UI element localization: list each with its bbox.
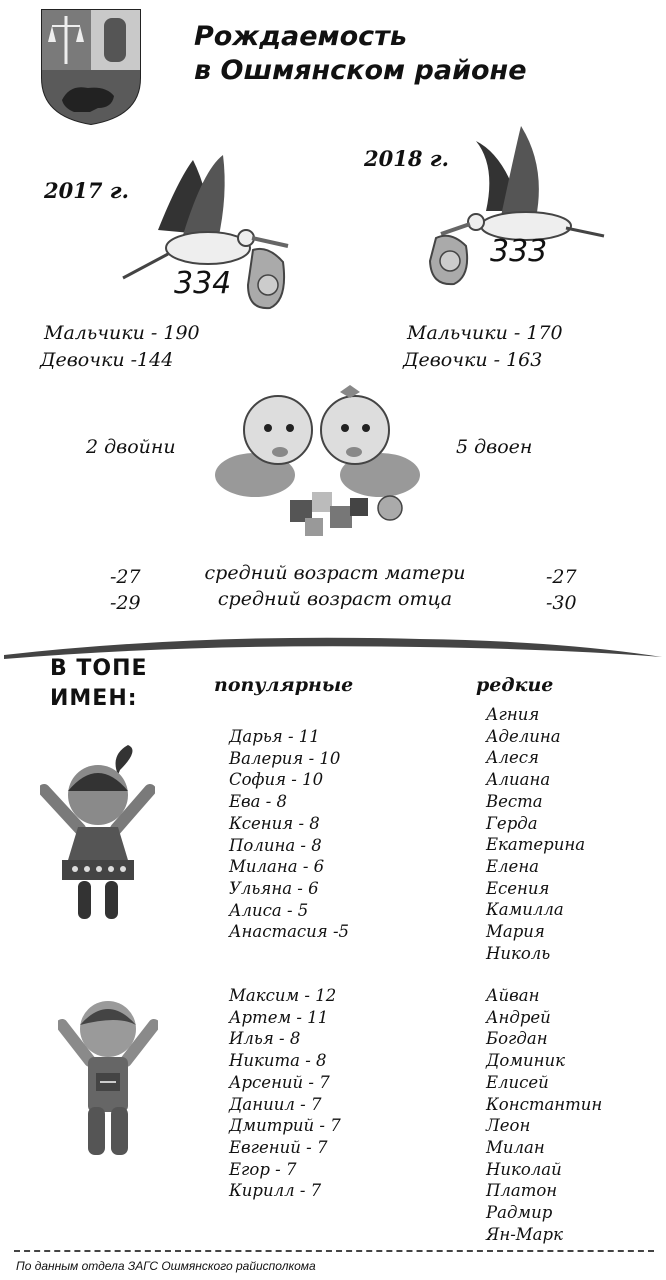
ages-2017 (110, 564, 141, 616)
list-item: Елисей (486, 1072, 549, 1092)
list-item: Евгений - 7 (229, 1137, 328, 1157)
list-item: Герда (486, 813, 538, 833)
list-item: Агния (486, 705, 540, 724)
year-2018-label: 2018 г. (364, 146, 449, 171)
list-item: Камилла (486, 900, 564, 920)
total-2018: 333 (490, 234, 548, 269)
top-heading-line-1: В ТОПЕ (50, 656, 148, 681)
girls-popular-list (229, 726, 349, 943)
list-item: Ева - 8 (229, 792, 288, 812)
boys-popular-list (229, 985, 341, 1202)
list-item: Радмир (486, 1203, 553, 1223)
list-item: Аделина (486, 726, 561, 746)
mother-age-2018: -27 (546, 566, 577, 588)
list-item: Милан (486, 1137, 545, 1157)
boys-rare-list (486, 985, 602, 1245)
title-line-1: Рождаемость (194, 21, 407, 52)
twins-2018: 5 двоен (456, 436, 533, 458)
footer-source: По данным отдела ЗАГС Ошмянского райисполкома (16, 1259, 316, 1273)
boy-icon (58, 997, 158, 1162)
list-item: Николай (486, 1159, 562, 1179)
stats-2017 (40, 320, 200, 374)
mother-age-label: средний возраст матери (204, 562, 466, 584)
list-item: Богдан (486, 1029, 548, 1049)
stats-2018 (403, 320, 563, 374)
list-item: Ян-Марк (486, 1224, 563, 1244)
list-item: София - 10 (229, 770, 324, 790)
list-item: Анастасия -5 (229, 922, 350, 942)
boys-2017: Мальчики - 190 (44, 322, 200, 344)
coat-of-arms-icon (40, 8, 142, 126)
list-item: Милана - 6 (229, 857, 325, 877)
girl-icon (40, 745, 155, 923)
list-item: Дарья - 11 (229, 727, 320, 746)
ages-labels (180, 560, 490, 612)
mother-age-2017: -27 (110, 566, 141, 588)
list-item: Платон (486, 1181, 558, 1201)
babies-icon (200, 380, 445, 540)
list-item: Максим - 12 (229, 986, 337, 1005)
list-item: Валерия - 10 (229, 748, 341, 768)
list-item: Алеся (486, 748, 539, 768)
twins-2017: 2 двойни (86, 436, 176, 458)
father-age-2018: -30 (546, 592, 577, 614)
list-item: Айван (486, 986, 540, 1005)
page-title (194, 20, 614, 88)
list-item: Константин (486, 1094, 603, 1114)
rare-label: редкие (476, 674, 554, 696)
list-item: Екатерина (486, 835, 586, 855)
title-line-2: в Ошмянском районе (194, 55, 527, 86)
popular-label: популярные (214, 674, 354, 696)
father-age-label: средний возраст отца (217, 588, 453, 610)
list-item: Ксения - 8 (229, 813, 320, 833)
list-item: Никита - 8 (229, 1051, 327, 1071)
list-item: Мария (486, 922, 545, 942)
year-2017-label: 2017 г. (44, 178, 129, 203)
list-item: Егор - 7 (229, 1159, 297, 1179)
list-item: Артем - 11 (229, 1007, 329, 1027)
girls-2018: Девочки - 163 (403, 349, 543, 371)
list-item: Веста (486, 791, 543, 811)
footer-divider (14, 1250, 654, 1252)
list-item: Николь (486, 943, 551, 963)
list-item: Даниил - 7 (229, 1094, 322, 1114)
ages-2018 (546, 564, 577, 616)
list-item: Ульяна - 6 (229, 878, 319, 898)
list-item: Кирилл - 7 (229, 1181, 322, 1201)
list-item: Алиана (486, 770, 551, 790)
top-heading-line-2: ИМЕН: (50, 686, 138, 711)
girls-2017: Девочки -144 (40, 349, 174, 371)
top-names-heading (50, 654, 148, 714)
list-item: Леон (486, 1116, 531, 1136)
list-item: Дмитрий - 7 (229, 1116, 341, 1136)
list-item: Андрей (486, 1007, 551, 1027)
list-item: Арсений - 7 (229, 1072, 330, 1092)
girls-rare-list (486, 704, 585, 964)
father-age-2017: -29 (110, 592, 141, 614)
list-item: Илья - 8 (229, 1029, 301, 1049)
list-item: Елена (486, 856, 540, 876)
list-item: Есения (486, 878, 550, 898)
list-item: Полина - 8 (229, 835, 322, 855)
total-2017: 334 (174, 266, 232, 301)
list-item: Алиса - 5 (229, 900, 309, 920)
list-item: Доминик (486, 1051, 566, 1071)
boys-2018: Мальчики - 170 (407, 322, 563, 344)
